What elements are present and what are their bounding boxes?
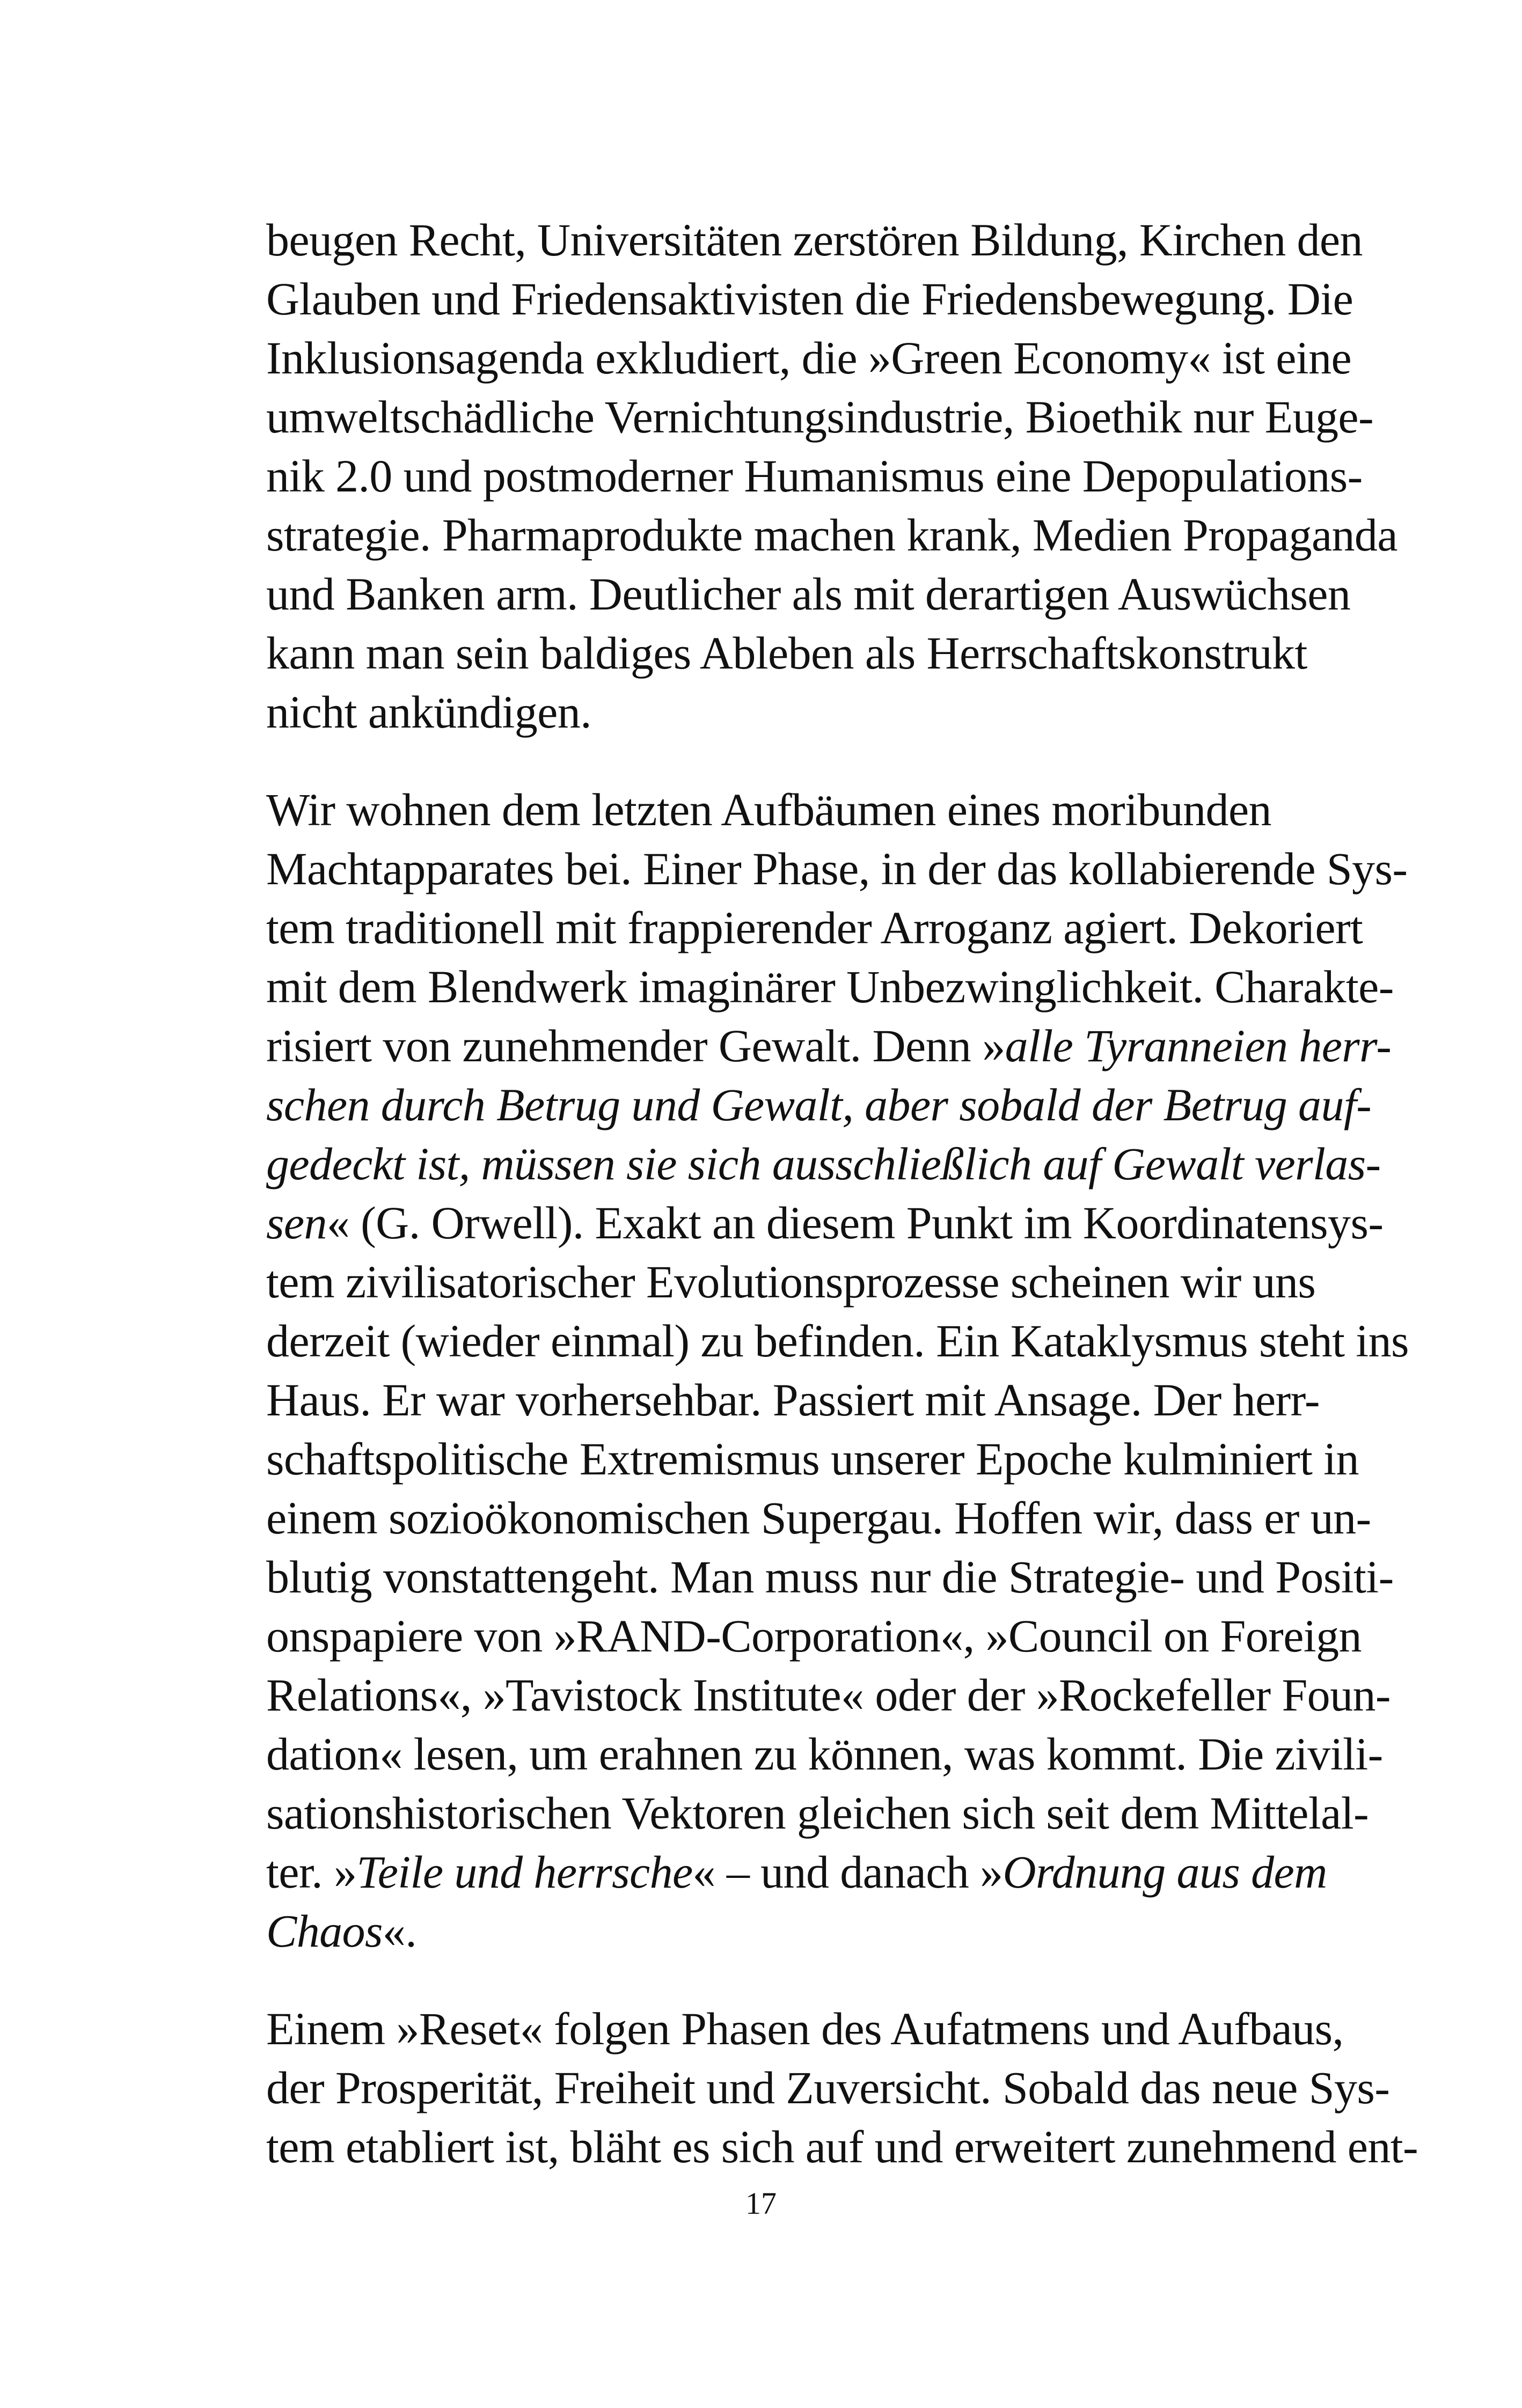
- text-segment: Haus. Er war vorhersehbar. Passiert mit Ansage. Der herr-: [266, 1374, 1320, 1426]
- text-line: [266, 957, 1394, 1016]
- text-segment: mit dem Blendwerk imaginärer Unbezwinglichkeit. Charakte-: [266, 961, 1394, 1012]
- text-line: [266, 1488, 1371, 1547]
- text-segment: beugen Recht, Universitäten zerstören Bildung, Kirchen den: [266, 214, 1363, 266]
- italic-text: gedeckt ist, müssen sie sich ausschließlich auf Gewalt verlas-: [266, 1138, 1381, 1190]
- text-segment: ter. »: [266, 1846, 357, 1898]
- text-line: [266, 839, 1408, 898]
- text-line: [266, 1724, 1383, 1783]
- text-segment: tem traditionell mit frappierender Arroganz agiert. Dekoriert: [266, 902, 1363, 953]
- text-line: [266, 623, 1307, 682]
- paragraph-gap: [266, 1961, 1260, 1999]
- text-segment: strategie. Pharmaprodukte machen krank, Medien Propaganda: [266, 509, 1397, 561]
- text-segment: onspapiere von »RAND-Corporation«, »Council on Foreign: [266, 1610, 1362, 1662]
- italic-text: Ordnung aus dem: [1003, 1846, 1327, 1898]
- text-line: [266, 1016, 1392, 1075]
- paragraph-2: [266, 780, 1409, 1961]
- text-segment: blutig vonstattengeht. Man muss nur die Strategie- und Positi-: [266, 1551, 1394, 1603]
- text-segment: Einem »Reset« folgen Phasen des Aufatmens und Aufbaus,: [266, 2003, 1344, 2054]
- text-line: [266, 1606, 1362, 1665]
- text-line: [266, 564, 1351, 623]
- italic-text: sen: [266, 1197, 327, 1249]
- text-segment: kann man sein baldiges Ableben als Herrschaftskonstrukt: [266, 627, 1307, 679]
- text-line: [266, 1665, 1391, 1724]
- text-segment: tem etabliert ist, bläht es sich auf und erweitert zunehmend ent-: [266, 2121, 1418, 2172]
- text-line: [266, 1842, 1327, 1902]
- text-line: [266, 269, 1353, 328]
- text-segment: derzeit (wieder einmal) zu befinden. Ein Kataklysmus steht ins: [266, 1315, 1409, 1367]
- text-segment: schaftspolitische Extremismus unserer Epoche kulminiert in: [266, 1433, 1359, 1485]
- text-line: [266, 2058, 1390, 2117]
- text-line: [266, 387, 1374, 446]
- text-line: [266, 1252, 1316, 1311]
- text-segment: « – und danach »: [692, 1846, 1003, 1898]
- text-line: [266, 210, 1363, 269]
- text-segment: tem zivilisatorischer Evolutionsprozesse scheinen wir uns: [266, 1256, 1316, 1308]
- text-line: [266, 1134, 1381, 1193]
- text-line: [266, 446, 1363, 505]
- body-text: [266, 210, 1418, 2176]
- text-line: [266, 1193, 1384, 1252]
- text-line: [266, 1999, 1344, 2058]
- text-segment: risiert von zunehmender Gewalt. Denn »: [266, 1020, 1005, 1071]
- text-line: [266, 1311, 1409, 1370]
- text-line: [266, 1783, 1369, 1842]
- text-segment: « (G. Orwell). Exakt an diesem Punkt im Koordinatensys-: [326, 1197, 1384, 1249]
- text-segment: einem sozioökonomischen Supergau. Hoffen wir, dass er un-: [266, 1492, 1371, 1544]
- italic-text: alle Tyranneien herr-: [1005, 1020, 1392, 1071]
- text-line: [266, 505, 1397, 564]
- text-line: [266, 328, 1352, 387]
- text-segment: dation« lesen, um erahnen zu können, was kommt. Die zivili-: [266, 1728, 1383, 1780]
- text-line: [266, 1429, 1359, 1488]
- text-line: [266, 1902, 1260, 1961]
- text-line: [266, 1547, 1394, 1606]
- text-segment: Glauben und Friedensaktivisten die Friedensbewegung. Die: [266, 273, 1353, 325]
- text-segment: nik 2.0 und postmoderner Humanismus eine Depopulations-: [266, 450, 1363, 502]
- page-number: 17: [745, 2186, 777, 2221]
- text-segment: nicht ankündigen.: [266, 686, 591, 738]
- text-line: [266, 1370, 1320, 1429]
- text-segment: Inklusionsagenda exkludiert, die »Green Economy« ist eine: [266, 332, 1352, 384]
- text-segment: Relations«, »Tavistock Institute« oder der »Rockefeller Foun-: [266, 1669, 1391, 1721]
- italic-text: Chaos: [266, 1905, 383, 1957]
- paragraph-3: [266, 1999, 1418, 2176]
- paragraph-gap: [266, 742, 1260, 780]
- text-segment: Machtapparates bei. Einer Phase, in der das kollabierende Sys-: [266, 843, 1408, 894]
- text-line: [266, 780, 1271, 839]
- text-line: [266, 1075, 1372, 1134]
- text-line: [266, 2117, 1418, 2176]
- paragraph-1: [266, 210, 1397, 742]
- text-segment: der Prosperität, Freiheit und Zuversicht. Sobald das neue Sys-: [266, 2062, 1390, 2113]
- italic-text: Teile und herrsche: [356, 1846, 693, 1898]
- text-line: [266, 898, 1363, 957]
- text-segment: «.: [382, 1905, 417, 1957]
- text-segment: und Banken arm. Deutlicher als mit derartigen Auswüchsen: [266, 568, 1351, 620]
- text-line: [266, 682, 1260, 742]
- text-segment: Wir wohnen dem letzten Aufbäumen eines moribunden: [266, 784, 1271, 835]
- text-segment: umweltschädliche Vernichtungsindustrie, Bioethik nur Euge-: [266, 391, 1374, 443]
- italic-text: schen durch Betrug und Gewalt, aber sobald der Betrug auf-: [266, 1079, 1372, 1130]
- text-segment: sationshistorischen Vektoren gleichen sich seit dem Mittelal-: [266, 1787, 1369, 1839]
